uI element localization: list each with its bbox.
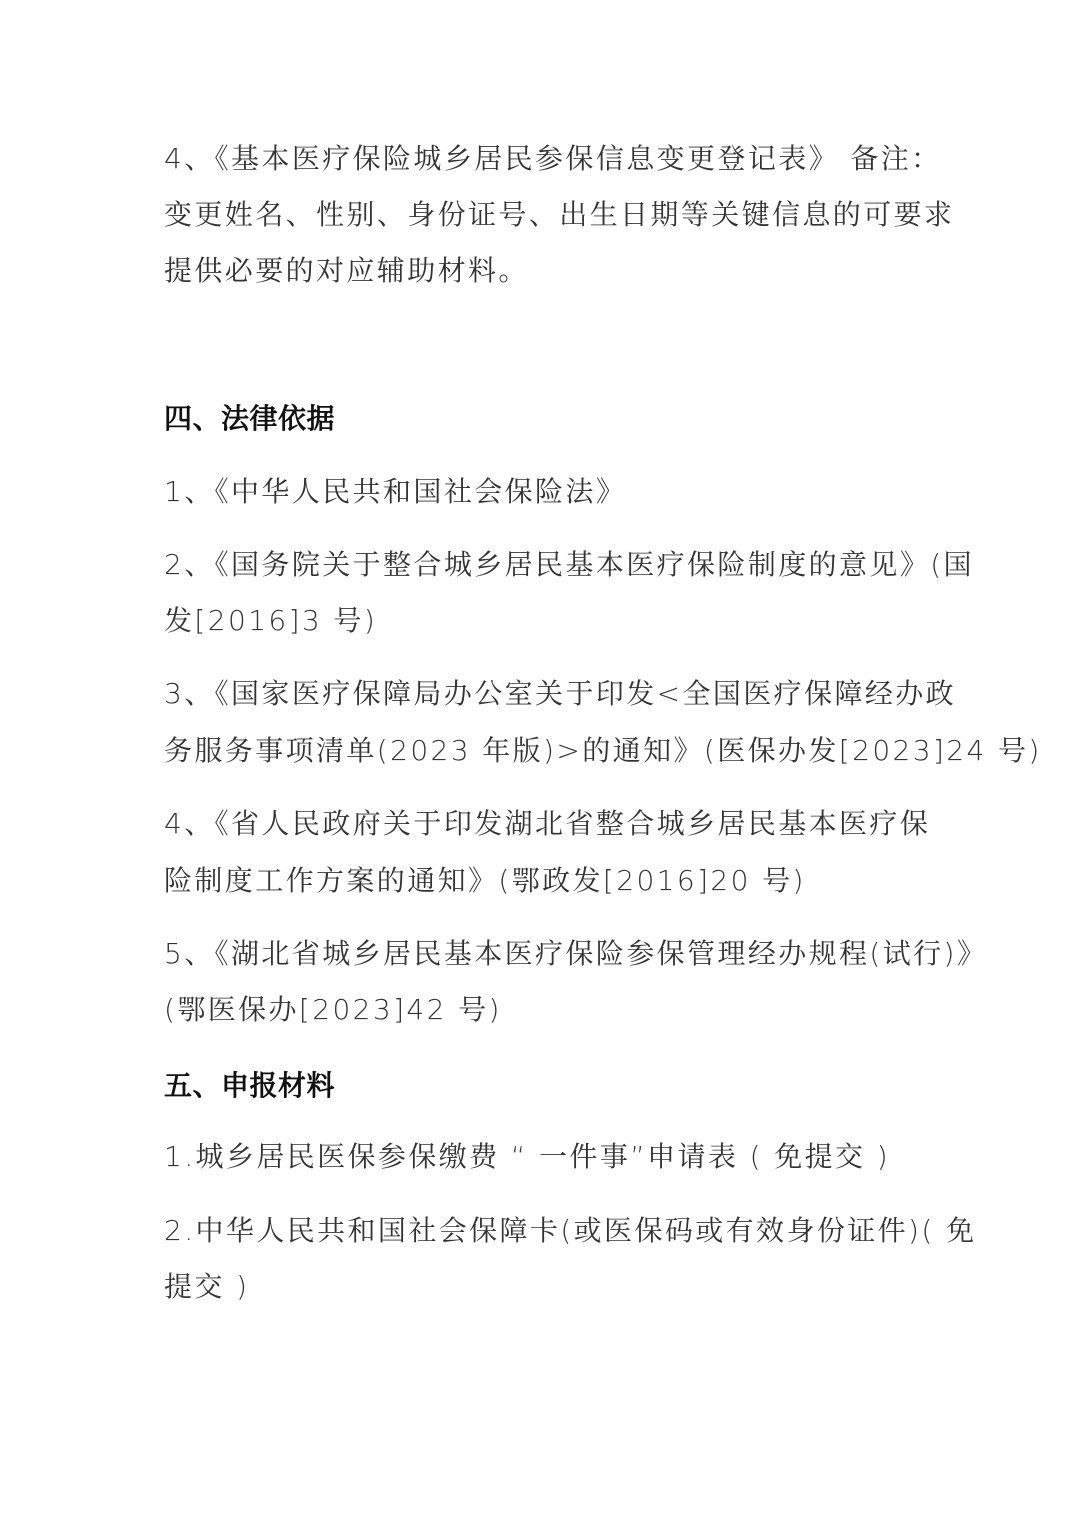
section5-heading: 五、申报材料 (164, 1069, 336, 1102)
section3-item4-line3: 提供必要的对应辅助材料。 (164, 254, 529, 287)
section4-item2-line1: 2、《国务院关于整合城乡居民基本医疗保险制度的意见》(国 (164, 548, 974, 581)
section5-item1-line1: 1.城乡居民医保参保缴费 “ 一件事”申请表 ( 免提交 ) (164, 1140, 891, 1173)
section4-item4-line1: 4、《省人民政府关于印发湖北省整合城乡居民基本医疗保 (164, 807, 931, 840)
section5-item2-line2: 提交 ) (164, 1270, 250, 1303)
section4-item1-line1: 1、《中华人民共和国社会保险法》 (164, 475, 627, 508)
section4-item3-line1: 3、《国家医疗保障局办公室关于印发<全国医疗保障经办政 (164, 677, 957, 710)
section4-item3-line2: 务服务事项清单(2023 年版)>的通知》(医保办发[2023]24 号) (164, 734, 1042, 767)
section3-item4-line1: 4、《基本医疗保险城乡居民参保信息变更登记表》 备注： (164, 142, 942, 175)
section4-heading: 四、法律依据 (164, 402, 336, 435)
section3-item4-line2: 变更姓名、性别、身份证号、出生日期等关键信息的可要求 (164, 198, 955, 231)
section4-item5-line1: 5、《湖北省城乡居民基本医疗保险参保管理经办规程(试行)》 (164, 937, 988, 970)
section4-item5-line2: (鄂医保办[2023]42 号) (164, 993, 502, 1026)
section5-item2-line1: 2.中华人民共和国社会保障卡(或医保码或有效身份证件)( 免 (164, 1214, 977, 1247)
section4-item2-line2: 发[2016]3 号) (164, 604, 378, 637)
section4-item4-line2: 险制度工作方案的通知》(鄂政发[2016]20 号) (164, 864, 806, 897)
